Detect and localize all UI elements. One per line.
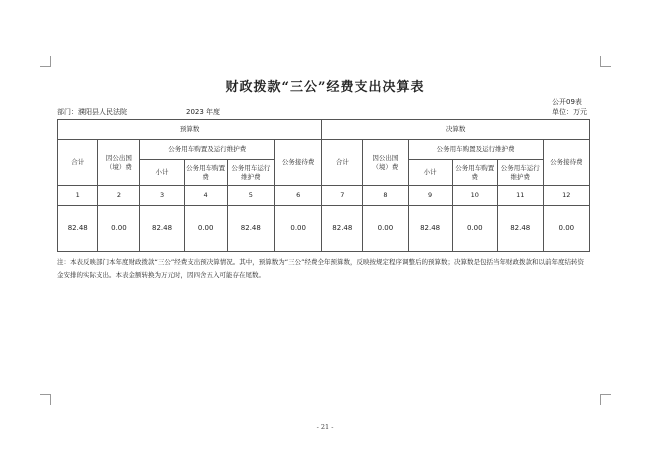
value-cell: 82.48: [322, 206, 363, 252]
column-number: 11: [497, 186, 543, 206]
final-vehicle-group-header: 公务用车购置及运行维护费: [408, 140, 543, 160]
crop-mark-top-right: [600, 56, 611, 67]
column-number: 9: [408, 186, 452, 206]
value-cell: 82.48: [227, 206, 274, 252]
value-cell: 82.48: [497, 206, 543, 252]
value-cell: 0.00: [184, 206, 227, 252]
value-cell: 82.48: [408, 206, 452, 252]
column-number: 3: [140, 186, 184, 206]
crop-mark-bottom-left: [40, 394, 51, 405]
document-title: 财政拨款“三公”经费支出决算表: [225, 80, 425, 95]
value-cell: 0.00: [452, 206, 497, 252]
final-abroad-header: 因公出国（境）费: [363, 140, 408, 186]
table-note: 注：本表反映部门本年度财政拨款“三公”经费支出预决算情况。其中，预算数为“三公”经费全年预算数，反映按规定程序调整后的预算数；决算数是包括当年财政拨款和以前年度结转资金安排的实际支出。本表金额转换为万元时，因四舍五入可能存在尾数。: [57, 258, 584, 279]
crop-mark-top-left: [40, 56, 51, 67]
budget-reception-header: 公务接待费: [275, 140, 322, 186]
column-number: 6: [275, 186, 322, 206]
budget-abroad-header: 因公出国（境）费: [98, 140, 140, 186]
value-cell: 0.00: [98, 206, 140, 252]
form-number: 公开09表: [552, 98, 582, 106]
final-subtotal-header: 小计: [408, 160, 452, 186]
final-vehicle-operation-header: 公务用车运行维护费: [497, 160, 543, 186]
column-number: 4: [184, 186, 227, 206]
column-number: 5: [227, 186, 274, 206]
column-number: 12: [543, 186, 589, 206]
final-reception-header: 公务接待费: [543, 140, 589, 186]
final-total-header: 合计: [322, 140, 363, 186]
column-number: 2: [98, 186, 140, 206]
value-cell: 0.00: [363, 206, 408, 252]
final-group-header: 决算数: [322, 120, 590, 140]
value-cell: 82.48: [58, 206, 98, 252]
department-label: 部门：濮阳县人民法院: [57, 108, 127, 116]
fiscal-year: 2023 年度: [186, 108, 221, 116]
budget-total-header: 合计: [58, 140, 98, 186]
budget-vehicle-group-header: 公务用车购置及运行维护费: [140, 140, 275, 160]
budget-vehicle-purchase-header: 公务用车购置费: [184, 160, 227, 186]
budget-group-header: 预算数: [58, 120, 322, 140]
column-number: 1: [58, 186, 98, 206]
column-number: 10: [452, 186, 497, 206]
budget-subtotal-header: 小计: [140, 160, 184, 186]
value-cell: 0.00: [275, 206, 322, 252]
crop-mark-bottom-right: [600, 394, 611, 405]
column-number: 7: [322, 186, 363, 206]
unit-label: 单位：万元: [552, 108, 587, 116]
column-number: 8: [363, 186, 408, 206]
three-public-expenses-table: [57, 119, 590, 252]
budget-vehicle-operation-header: 公务用车运行维护费: [227, 160, 274, 186]
value-cell: 82.48: [140, 206, 184, 252]
value-cell: 0.00: [543, 206, 589, 252]
final-vehicle-purchase-header: 公务用车购置费: [452, 160, 497, 186]
page-number: - 21 -: [316, 423, 334, 431]
